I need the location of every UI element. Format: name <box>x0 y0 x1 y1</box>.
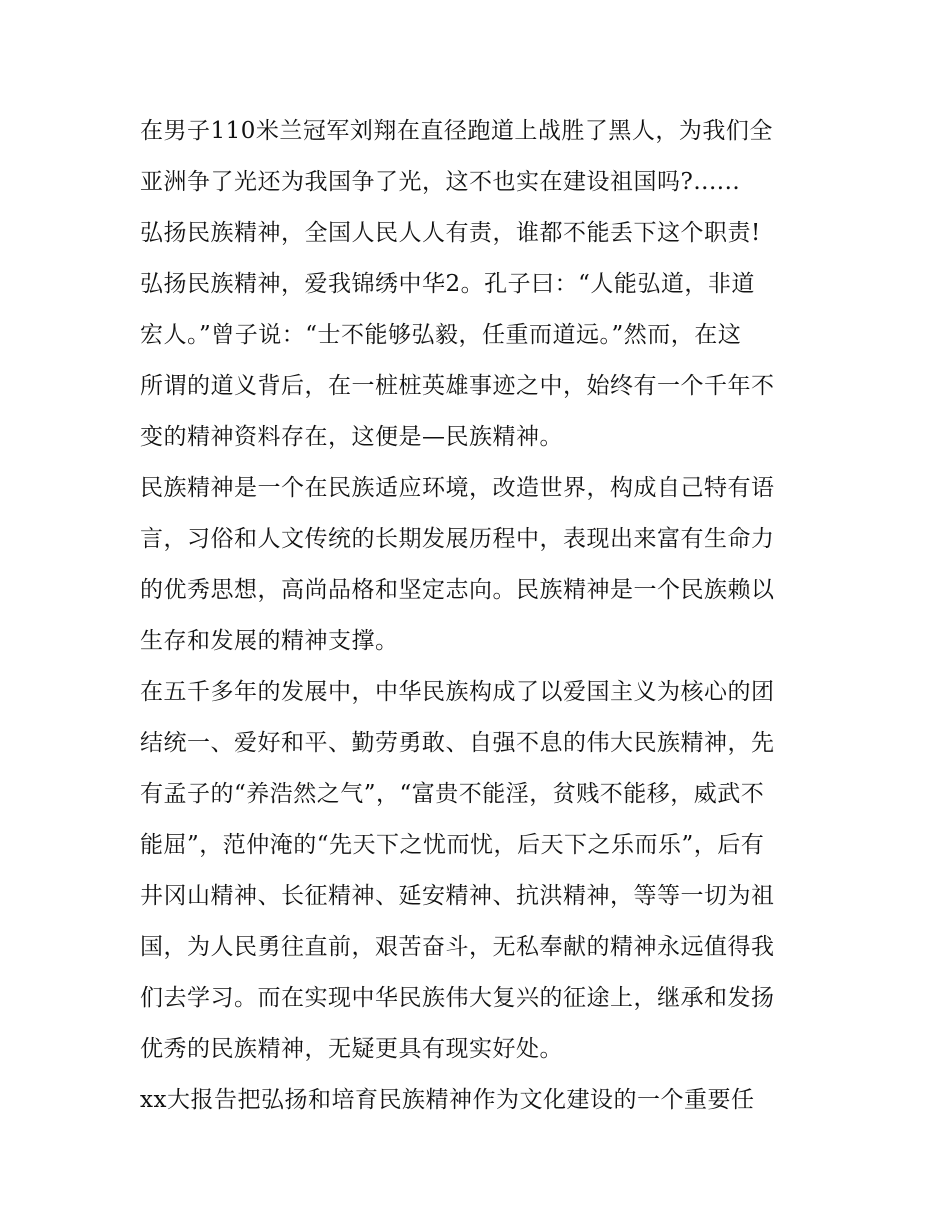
document-body <box>140 106 820 1126</box>
paragraph-responsibility: 弘扬民族精神，全国人民人人有责，谁都不能丢下这个职责! <box>140 220 761 246</box>
paragraph-history: 在五千多年的发展中，中华民族构成了以爱国主义为核心的团 结统一、爱好和平、勤劳勇敢、自强不息的伟大民族精神，先 有孟子的“养浩然之气”，“富贵不能淫，贫贱不能移，威武不 能屈”，范仲淹的“先天下之忧而忧，后天下之乐而乐”，后有 井冈山精神、长征精神、延安精神、抗洪精神，等等一切为祖 国，为人民勇往直前，艰苦奋斗，无私奉献的精神永远值得我 们去学习。而在实现中华民族伟大复兴的征途上，继承和发扬 优秀的民族精神，无疑更具有现实好处。 <box>140 679 775 1062</box>
paragraph-confucius: 弘扬民族精神，爱我锦绣中华2。孔子曰：“人能弘道，非道 宏人。”曾子说：“士不能够弘毅，任重而道远。”然而，在这 所谓的道义背后，在一桩桩英雄事迹之中，始终有一个千年不 变的精神资料存在，这便是—民族精神。 <box>140 271 775 450</box>
paragraph-definition: 民族精神是一个在民族适应环境，改造世界，构成自己特有语 言，习俗和人文传统的长期发展历程中，表现出来富有生命力 的优秀思想，高尚品格和坚定志向。民族精神是一个民族赖以 生存和发展的精神支撑。 <box>140 475 775 654</box>
paragraph-report: xx大报告把弘扬和培育民族精神作为文化建设的一个重要任 <box>140 1087 755 1113</box>
paragraph-liuxiang: 在男子110米兰冠军刘翔在直径跑道上战胜了黑人，为我们全 亚洲争了光还为我国争了光，这不也实在建设祖国吗?...... <box>140 118 773 195</box>
